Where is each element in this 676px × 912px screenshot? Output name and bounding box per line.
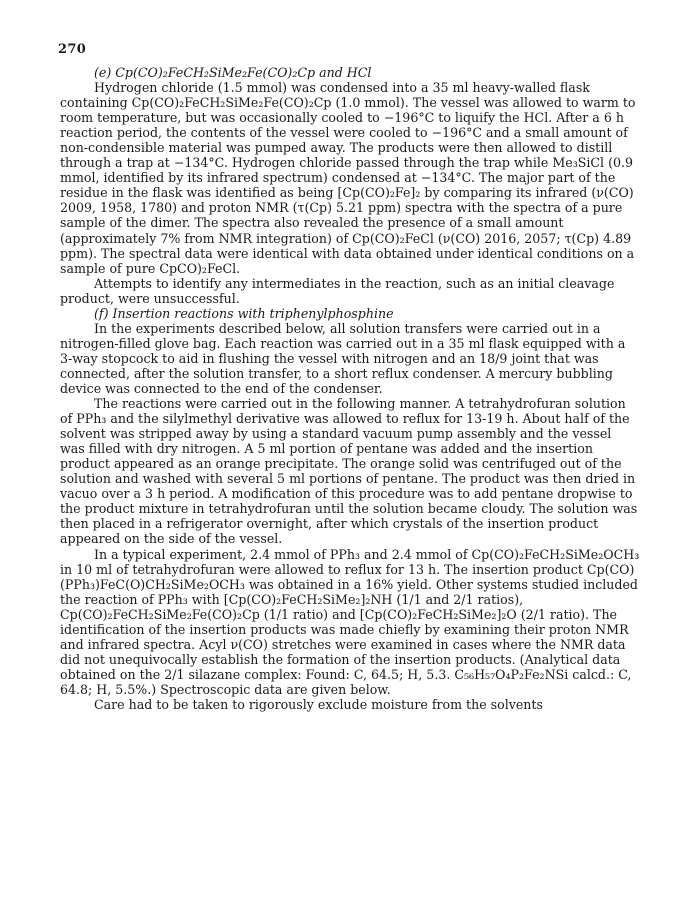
section-f-paragraph-2: The reactions were carried out in the following manner. A tetrahydrofuran solution of PPh₃ and the silylmethyl derivative was allowed to reflux for 13-19 h. About half of the solvent was stripped away by using a standard vacuum pump assembly and the vessel was filled with dry nitrogen. A 5 ml portion of pentane was added and the insertion product appeared as an orange precipitate. The orange solid was centrifuged out of the solution and washed with several 5 ml portions of pentane. The product was then dried in vacuo over a 3 h period. A modification of this procedure was to add pentane dropwise to the product mixture in tetrahydrofuran until the solution became cloudy. The solution was then placed in a refrigerator overnight, after which crystals of the insertion product appeared on the side of the vessel. [60, 396, 638, 547]
section-f-paragraph-4: Care had to be taken to rigorously exclude moisture from the solvents [94, 696, 543, 712]
section-e-paragraph-2: Attempts to identify any intermediates in the reaction, such as an initial cleavage product, were unsuccessful. [60, 275, 615, 306]
section-e-paragraph-1: Hydrogen chloride (1.5 mmol) was condensed into a 35 ml heavy-walled flask containing Cp(CO)₂FeCH₂SiMe₂Fe(CO)₂Cp (1.0 mmol). The vessel was allowed to warm to room temperature, but was occasionally cooled to −196°C to liquify the HCl. After a 6 h reaction period, the contents of the vessel were cooled to −196°C and a small amount of non-condensible material was pumped away. The products were then allowed to distill through a trap at −134°C. Hydrogen chloride passed through the trap while Me₃SiCl (0.9 mmol, identified by its infrared spectrum) condensed at −134°C. The major part of the residue in the flask was identified as being [Cp(CO)₂Fe]₂ by comparing its infrared (ν(CO) 2009, 1958, 1780) and proton NMR (τ(Cp) 5.21 ppm) spectra with the spectra of a pure sample of the dimer. The spectra also revealed the presence of a small amount (approximately 7% from NMR integration) of Cp(CO)₂FeCl (ν(CO) 2016, 2057; τ(Cp) 4.89 ppm). The spectral data were identical with data obtained under identical conditions on a sample of pure CpCO)₂FeCl. [60, 80, 636, 276]
section-f-paragraph-3: In a typical experiment, 2.4 mmol of PPh₃ and 2.4 mmol of Cp(CO)₂FeCH₂SiMe₂OCH₃ in 10 ml of tetrahydrofuran were allowed to reflux for 13 h. The insertion product Cp(CO)(PPh₃)FeC(O)CH₂SiMe₂OCH₃ was obtained in a 16% yield. Other systems studied included the reaction of PPh₃ with [Cp(CO)₂FeCH₂SiMe₂]₂NH (1/1 and 2/1 ratios), Cp(CO)₂FeCH₂SiMe₂Fe(CO)₂Cp (1/1 ratio) and [Cp(CO)₂FeCH₂SiMe₂]₂O (2/1 ratio). The identification of the insertion products was made chiefly by examining their proton NMR and infrared spectra. Acyl ν(CO) stretches were examined in cases where the NMR data did not unequivocally establish the formation of the insertion products. (Analytical data obtained on the 2/1 silazane complex: Found: C, 64.5; H, 5.3. C₅₆H₅₇O₄P₂Fe₂NSi calcd.: C, 64.8; H, 5.5%.) Spectroscopic data are given below. [60, 546, 640, 697]
page-body [60, 65, 640, 712]
page-number: 270 [58, 42, 87, 57]
section-e-heading: (e) Cp(CO)₂FeCH₂SiMe₂Fe(CO)₂Cp and HCl [94, 65, 372, 80]
section-f-paragraph-1: In the experiments described below, all solution transfers were carried out in a nitrogen-filled glove bag. Each reaction was carried out in a 35 ml flask equipped with a 3-way stopcock to aid in flushing the vessel with nitrogen and an 18/9 joint that was connected, after the solution transfer, to a short reflux condenser. A mercury bubbling device was connected to the end of the condenser. [60, 320, 626, 396]
section-f-heading: (f) Insertion reactions with triphenylphosphine [94, 305, 394, 321]
